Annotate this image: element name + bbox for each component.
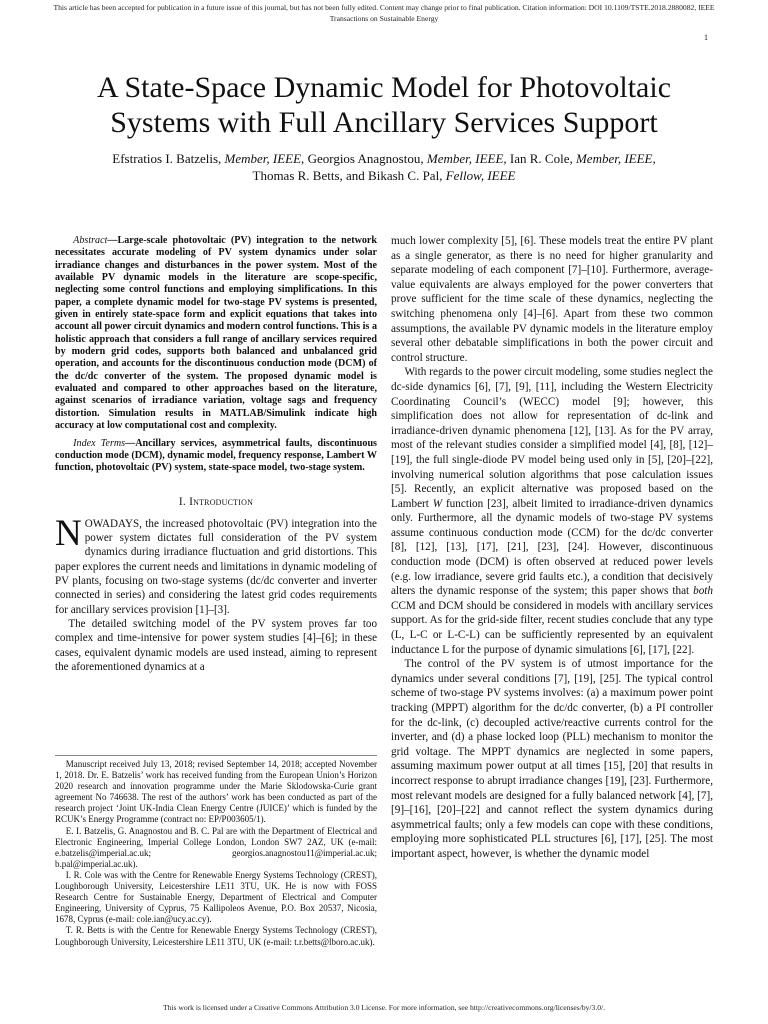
author-list (40, 150, 728, 184)
author-3-role: Member, IEEE, (575, 151, 656, 166)
intro-paragraph-1 (55, 512, 377, 617)
author-2-role: Member, IEEE, (426, 151, 507, 166)
footnotes (55, 755, 377, 948)
author-2: Georgios Anagnostou, (304, 151, 427, 166)
license-footer: This work is licensed under a Creative Commons Attribution 3.0 License. For more information, see http://creativecommons.org/licenses/by/3.0/. (162, 1003, 606, 1012)
section-title: Introduction (189, 495, 254, 508)
author-4-role: Fellow, IEEE (445, 168, 516, 183)
index-terms (55, 438, 377, 475)
footnote-affiliation-3: T. R. Betts is with the Centre for Renewable Energy Systems Technology (CREST), Loughborough University, Leicestershire LE11 3TU, UK (e-mail: t.r.betts@lboro.ac.uk). (55, 925, 377, 947)
abstract-text: —Large-scale photovoltaic (PV) integration to the network necessitates accurate modeling of PV system dynamics under solar irradiance changes and disturbances in the power system. Most of the available PV dynamic models in the literature are scope-specific, neglecting some control functions and employing simplifications. In this paper, a complete dynamic model for two-stage PV systems is presented, given in entirely state-space form and explicit equations that takes into account all power circuit dynamics and modern control functions. This is a holistic approach that considers a full range of ancillary services required by modern grid codes, supports both balanced and unbalanced grid operation, and accounts for the discontinuous conduction mode (DCM) of the dc/dc converter of the system. The proposed dynamic model is evaluated and compared to other approaches based on the literature, against scenarios of irradiance variation, voltage sags and frequency distortion. Simulation results in MATLAB/Simulink indicate high accuracy at low computational cost and complexity. (55, 235, 377, 432)
footnote-affiliation-2: I. R. Cole was with the Centre for Renewable Energy Systems Technology (CREST), Loughborough University, Leicestershire LE11 3TU, UK. He is now with FOSS Research Centre for Sustainable Energy, Department of Electrical and Computer Engineering, University of Cyprus, 75 Kallipoleos Avenue, P.O. Box 20537, Nicosia, 1678, Cyprus (e-mail: cole.ian@ucy.ac.cy). (55, 869, 377, 925)
intro-paragraph-2: The detailed switching model of the PV system proves far too complex and time-intensive for power system studies [4]–[6]; in these cases, equivalent dynamic models are used instead, aiming to represent the aforementioned dynamics at a (55, 617, 377, 673)
author-4: Thomas R. Betts, and Bikash C. Pal, (252, 168, 446, 183)
right-paragraph-1: much lower complexity [5], [6]. These models treat the entire PV plant as a single generator, as there is no need for higher granularity and separate modeling of each component [7]–[10]. Furthermore, average-value equivalents are always employed for the power converters that prove sufficient for the time scale of these dynamics, neglecting the switching phenomena only [4]–[6]. Apart from these two common assumptions, the available PV dynamic models in the literature employ several other debatable simplifications in both the power circuit and control structure. (391, 235, 713, 364)
right-paragraph-2 (391, 365, 713, 657)
footnote-affiliation-1: E. I. Batzelis, G. Anagnostou and B. C. Pal are with the Department of Electrical and Electronic Engineering, Imperial College London, London SW7 2AZ, UK (e-mail: e.batzelis@imperial.ac.uk; georgios.anagnostou11@imperial.ac.uk; b.pal@imperial.ac.uk). (55, 825, 377, 869)
author-3: Ian R. Cole, (506, 151, 576, 166)
left-column (55, 235, 377, 674)
abstract-label: Abstract (73, 235, 108, 246)
section-heading-introduction (55, 495, 377, 509)
running-header (20, 2, 748, 24)
index-terms-label: Index Terms (73, 437, 126, 449)
right-paragraph-3: The control of the PV system is of utmost importance for the dynamics under several conditions [7], [19], [25]. The typical control scheme of two-stage PV systems involves: (a) a maximum power point tracking (MPPT) algorithm for the dc/dc converter, (b) a PI controller for the dc-link, (c) decoupled active/reactive currents control for the inverter, and (d) a phase locked loop (PLL) mechanism to monitor the grid voltage. The MPPT dynamics are neglected in some papers, assuming maximum power output at all times [15], [20] that results in incorrect response to abrupt irradiance changes [19], [23]. Furthermore, most relevant models are designed for a fully balanced network [4], [7], [9]–[16], [20]–[22] and cannot reflect the system dynamics during asymmetrical faults; only a few models can cope with these conditions, employing more sophisticated PLL structures [6], [17], [25]. The most important aspect, however, is whether the dynamic model (391, 658, 713, 860)
intro-paragraph-1-text: OWADAYS, the increased photovoltaic (PV) integration into the power system dictates full consideration of the PV system dynamics during irradiance fluctuation and grid distortions. This paper explores the current needs and limitations in dynamic modeling of PV plants, focusing on two-stage systems (dc/dc converter and inverter connected in series) and considering the latest grid codes requirements for ancillary services provision [1]–[3]. (55, 517, 377, 616)
lambert-w: W (432, 497, 443, 510)
right-paragraph-2a: With regards to the power circuit modeling, some studies neglect the dc-side dynamics [6], [7], [9], [11], including the Western Electricity Coordinating Council’s (WECC) model [9]; however, this simplification does not allow for representation of dc-link and irradiance-driven dynamic phenomena [12], [13]. As for the PV array, most of the relevant studies consider a simplified model [4], [8], [12]–[19], the full single-diode PV model being used only in [5], [20]–[22], involving numerical solution algorithms that pose calculation issues [5]. Recently, an explicit alternative was proposed based on the Lambert (391, 366, 713, 510)
page-number: 1 (704, 33, 708, 42)
right-paragraph-2c: CCM and DCM should be considered in models with ancillary services support. As for the grid-side filter, recent studies conclude that any type (L, L-C or L-C-L) can be sufficiently represented by an equivalent inductance L for the purpose of dynamic simulations [6], [17], [22]. (391, 599, 713, 656)
section-numeral: I. (178, 495, 190, 508)
header-line-1: This article has been accepted for publication in a future issue of this journal, but has not been fully edited. Content may change prior to final publication. Citation information: DOI 10.1109/TSTE.2018.2880082, IEEE (53, 3, 715, 12)
drop-cap: N (55, 512, 82, 554)
abstract (55, 235, 377, 433)
title-line-2: Systems with Full Ancillary Services Support (110, 106, 658, 139)
footnote-manuscript: Manuscript received July 13, 2018; revised September 14, 2018; accepted November 1, 2018. Dr. E. Batzelis’ work has received funding from the European Union’s Horizon 2020 research and innovation programme under the Marie Sklodowska-Curie grant agreement No 746638. The rest of the authors’ work has been conducted as part of the research project ‘Joint UK-India Clean Energy Centre (JUICE)’ which is funded by the RCUK’s Energy Programme (contract no: EP/P003605/1). (55, 759, 377, 825)
author-1-role: Member, IEEE, (224, 151, 305, 166)
author-1: Efstratios I. Batzelis, (112, 151, 225, 166)
paper-title (40, 70, 728, 140)
emphasis-both: both (693, 585, 713, 598)
header-line-2: Transactions on Sustainable Energy (329, 14, 439, 23)
right-paragraph-2b: function [23], albeit limited to irradiance-driven dynamics only. Furthermore, all the dynamic models of two-stage PV systems assume continuous conduction mode (CCM) for the dc/dc converter [8], [12], [13], [17], [21], [23], [24]. However, discontinuous conduction mode (DCM) is often observed at reduced power levels (e.g. low irradiance, severe grid faults etc.), a condition that decisively alters the dynamic response of the system; this paper shows that (391, 497, 713, 598)
title-line-1: A State-Space Dynamic Model for Photovoltaic (96, 71, 672, 104)
right-column (391, 234, 713, 862)
index-terms-text: —Ancillary services, asymmetrical faults, discontinuous conduction mode (DCM), dynamic model, frequency response, Lambert W function, photovoltaic (PV) system, state-space model, two-stage system. (55, 437, 377, 474)
